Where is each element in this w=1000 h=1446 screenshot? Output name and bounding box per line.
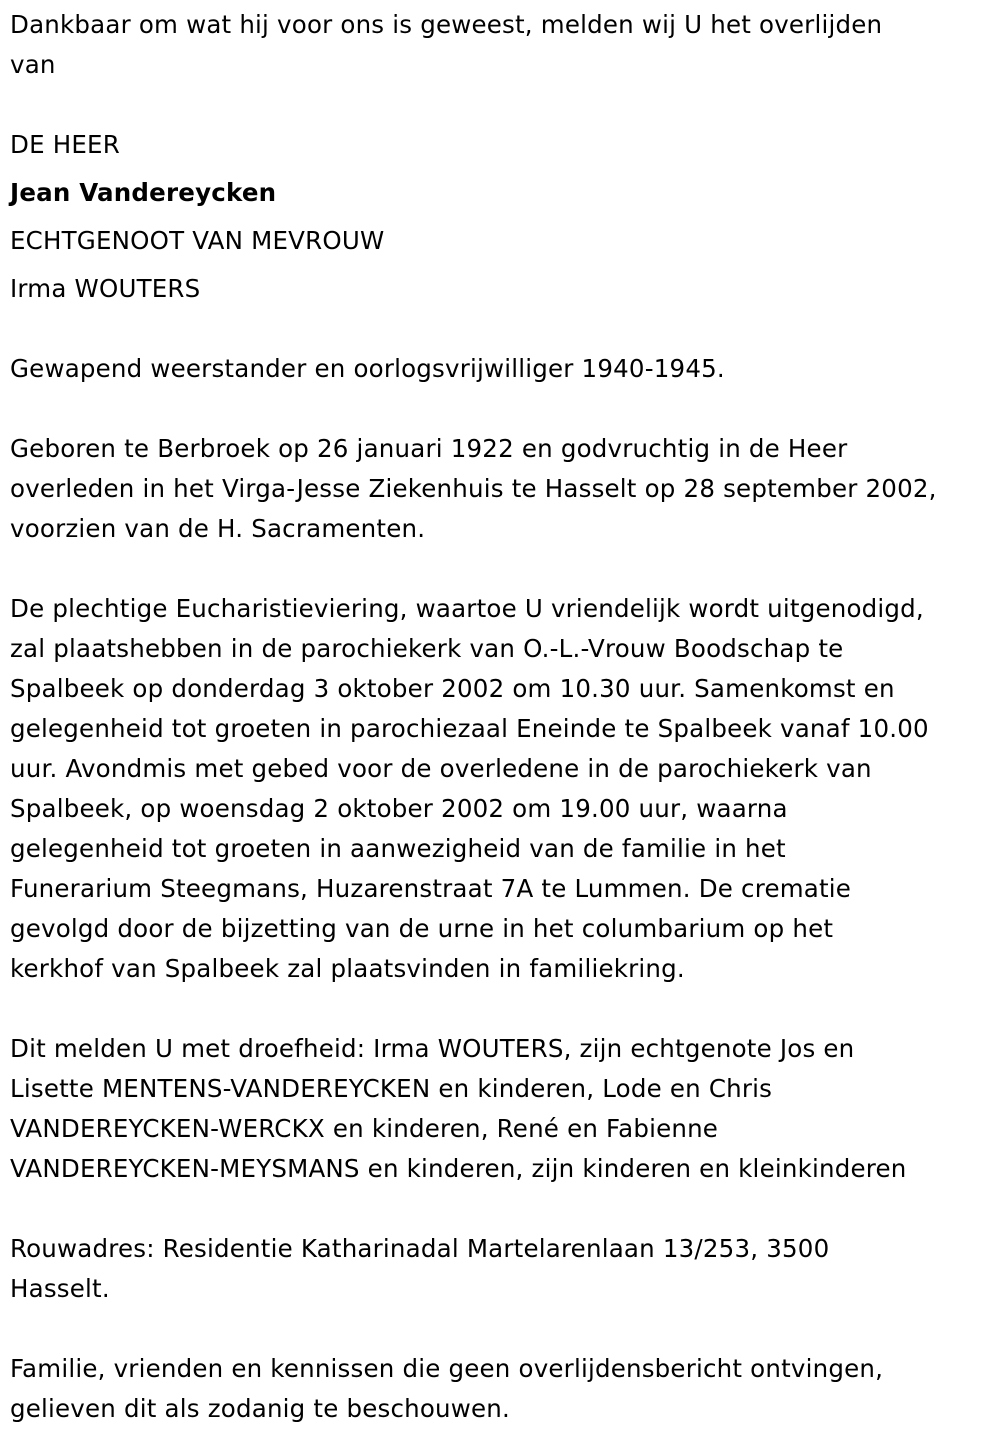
- family-line-4: VANDEREYCKEN-MEYSMANS en kinderen, zijn kinderen en kleinkinderen: [10, 1154, 907, 1183]
- family-line-1: Dit melden U met droefheid: Irma WOUTERS, zijn echtgenote Jos en: [10, 1034, 855, 1063]
- address-line-2: Hasselt.: [10, 1274, 110, 1303]
- family-line-2: Lisette MENTENS-VANDEREYCKEN en kinderen, Lode en Chris: [10, 1074, 773, 1103]
- resistance-note: Gewapend weerstander en oorlogsvrijwilliger 1940-1945.: [10, 354, 725, 383]
- ceremony-line-5: uur. Avondmis met gebed voor de overledene in de parochiekerk van: [10, 754, 872, 783]
- ceremony-line-10: kerkhof van Spalbeek zal plaatsvinden in familiekring.: [10, 954, 685, 983]
- intro-text-line-1: Dankbaar om wat hij voor ons is geweest, melden wij U het overlijden: [10, 10, 883, 39]
- ceremony-line-8: Funerarium Steegmans, Huzarenstraat 7A te Lummen. De crematie: [10, 874, 852, 903]
- closing-line-2: gelieven dit als zodanig te beschouwen.: [10, 1394, 511, 1423]
- deceased-name: Jean Vandereycken: [10, 178, 277, 207]
- closing-line-1: Familie, vrienden en kennissen die geen overlijdensbericht ontvingen,: [10, 1354, 884, 1383]
- deceased-relation: ECHTGENOOT VAN MEVROUW: [10, 226, 385, 255]
- ceremony-line-4: gelegenheid tot groeten in parochiezaal Eneinde te Spalbeek vanaf 10.00: [10, 714, 929, 743]
- intro-text-line-2: van: [10, 50, 56, 79]
- family-line-3: VANDEREYCKEN-WERCKX en kinderen, René en Fabienne: [10, 1114, 719, 1143]
- ceremony-line-3: Spalbeek op donderdag 3 oktober 2002 om 10.30 uur. Samenkomst en: [10, 674, 895, 703]
- address-line-1: Rouwadres: Residentie Katharinadal Martelarenlaan 13/253, 3500: [10, 1234, 830, 1263]
- ceremony-line-7: gelegenheid tot groeten in aanwezigheid van de familie in het: [10, 834, 786, 863]
- ceremony-line-2: zal plaatshebben in de parochiekerk van O.-L.-Vrouw Boodschap te: [10, 634, 844, 663]
- birth-death-line-2: overleden in het Virga-Jesse Ziekenhuis te Hasselt op 28 september 2002,: [10, 474, 937, 503]
- birth-death-line-3: voorzien van de H. Sacramenten.: [10, 514, 426, 543]
- ceremony-line-1: De plechtige Eucharistieviering, waartoe U vriendelijk wordt uitgenodigd,: [10, 594, 924, 623]
- deceased-title: DE HEER: [10, 130, 120, 159]
- ceremony-line-9: gevolgd door de bijzetting van de urne in het columbarium op het: [10, 914, 834, 943]
- ceremony-line-6: Spalbeek, op woensdag 2 oktober 2002 om 19.00 uur, waarna: [10, 794, 788, 823]
- birth-death-line-1: Geboren te Berbroek op 26 januari 1922 en godvruchtig in de Heer: [10, 434, 848, 463]
- spouse-name: Irma WOUTERS: [10, 274, 201, 303]
